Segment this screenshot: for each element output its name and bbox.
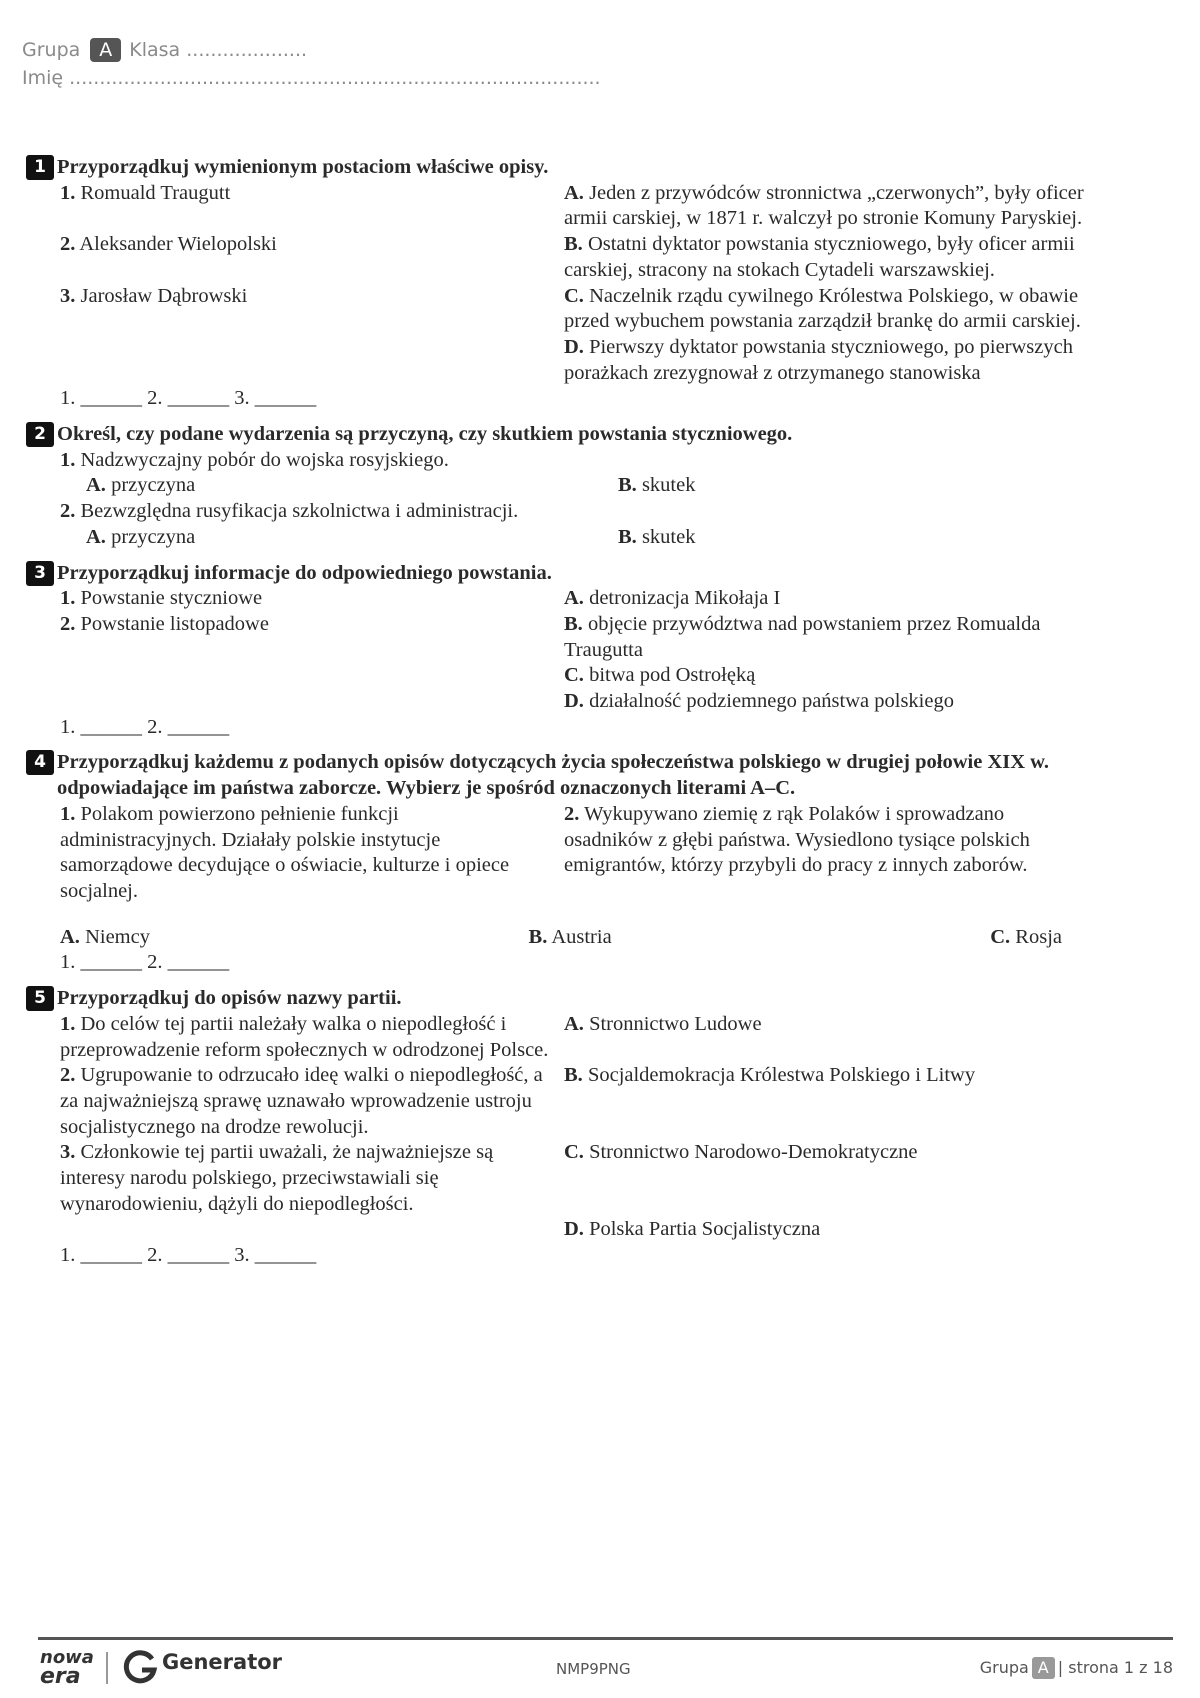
match-row (60, 612, 1086, 663)
match-row (60, 284, 1086, 335)
match-row (60, 1140, 1086, 1217)
answer-line[interactable]: 1. ______ 2. ______ 3. ______ (60, 387, 317, 410)
question-title-3: Przyporządkuj informacje do odpowiedniego powstania. (57, 561, 552, 584)
text-fragment: Jeden z przywódców stronnictwa „czerwonych”, były oficer armii carskiej, w 1871 r. walczył po stronie Komuny Paryskiej. (564, 181, 1084, 230)
match-row (60, 586, 1086, 612)
question-1 (26, 155, 1086, 412)
text-fragment: przyczyna (111, 525, 196, 548)
logo-separator (106, 1652, 108, 1684)
answer-line[interactable]: 1. ______ 2. ______ 3. ______ (60, 1244, 317, 1267)
nowa-era-logo (40, 1647, 94, 1689)
text-fragment: era (40, 1664, 81, 1689)
header-group-row (22, 38, 307, 62)
description-row (60, 802, 1086, 905)
question-number-4: 4 (26, 750, 54, 775)
test-code: NMP9PNG (556, 1660, 631, 1678)
text-fragment: Jarosław Dąbrowski (80, 284, 248, 307)
text-fragment: A. (564, 587, 584, 610)
text-fragment: B. (564, 612, 583, 635)
text-fragment: 1. (60, 587, 76, 610)
generator-g-icon (122, 1650, 158, 1686)
class-field[interactable]: Klasa .................... (129, 39, 308, 61)
footer-group-badge: A (1032, 1657, 1055, 1679)
text-fragment: Romuald Traugutt (80, 181, 231, 204)
text-fragment: B. (618, 525, 637, 548)
footer (38, 1648, 1173, 1688)
text-fragment: B. (528, 925, 548, 948)
text-fragment: Pierwszy dyktator powstania styczniowego, po pierwszych porażkach zrezygnował z otrzymanego stanowiska (564, 335, 1073, 384)
text-fragment: Stronnictwo Ludowe (589, 1012, 762, 1035)
text-fragment: Członkowie tej partii uważali, że najważniejsze są interesy narodu polskiego, przeciwstawiali się wynarodowieniu, dążyli do niepodległości. (60, 1141, 494, 1215)
text-fragment: przyczyna (111, 474, 196, 497)
text-fragment: Generator (162, 1650, 283, 1674)
question-3 (26, 561, 1086, 741)
text-fragment: A. (86, 525, 106, 548)
question-4 (26, 750, 1086, 976)
text-fragment: Polska Partia Socjalistyczna (589, 1218, 821, 1241)
text-fragment: 3. (60, 1141, 76, 1164)
text-fragment: Nadzwyczajny pobór do wojska rosyjskiego. (80, 448, 449, 471)
text-fragment: B. (564, 233, 583, 256)
question-number-5: 5 (26, 986, 54, 1011)
page-info (980, 1657, 1173, 1679)
question-number-3: 3 (26, 561, 54, 586)
text-fragment: skutek (641, 525, 696, 548)
footer-divider (38, 1637, 1173, 1640)
text-fragment: 2. (60, 500, 76, 523)
text-fragment: D. (564, 335, 584, 358)
text-fragment: 2. (564, 802, 580, 825)
text-fragment: objęcie przywództwa nad powstaniem przez Romualda Traugutta (564, 612, 1041, 661)
question-title-4: Przyporządkuj każdemu z podanych opisów dotyczących życia społeczeństwa polskiego w drugiej połowie XIX w. odpowiadające im państwa zaborcze. Wybierz je spośród oznaczonych literami A–C. (57, 751, 1049, 800)
answer-line[interactable]: 1. ______ 2. ______ (60, 715, 230, 738)
match-row (60, 1217, 1086, 1243)
text-fragment: C. (564, 284, 584, 307)
option-c[interactable] (990, 925, 1062, 951)
question-title-1: Przyporządkuj wymienionym postaciom właściwe opisy. (57, 156, 549, 178)
text-fragment: B. (618, 474, 637, 497)
page-number: | strona 1 z 18 (1057, 1658, 1173, 1677)
text-fragment: Powstanie styczniowe (80, 587, 263, 610)
text-fragment: 2. (60, 612, 76, 635)
text-fragment: C. (564, 1141, 584, 1164)
match-row (60, 689, 1086, 715)
text-fragment: Austria (551, 925, 612, 948)
text-fragment: Bezwzględna rusyfikacja szkolnictwa i administracji. (80, 500, 519, 523)
match-row (60, 335, 1086, 386)
text-fragment: 2. (60, 1064, 76, 1087)
text-fragment: A. (564, 1012, 584, 1035)
text-fragment: C. (564, 664, 584, 687)
text-fragment: 1. (60, 802, 76, 825)
text-fragment: Socjaldemokracja Królestwa Polskiego i Litwy (587, 1064, 976, 1087)
option-a[interactable] (86, 525, 618, 551)
text-fragment: działalność podziemnego państwa polskiego (589, 690, 954, 713)
text-fragment: 3. (60, 284, 76, 307)
text-fragment: Polakom powierzono pełnienie funkcji administracyjnych. Działały polskie instytucje samorządowe decydujące o oświacie, kulturze i opiece socjalnej. (60, 802, 510, 902)
text-fragment: Rosja (1015, 925, 1062, 948)
text-fragment: Stronnictwo Narodowo-Demokratyczne (589, 1141, 918, 1164)
match-row (60, 1063, 1086, 1140)
worksheet-content (26, 155, 1086, 1279)
text-fragment: detronizacja Mikołaja I (589, 587, 781, 610)
text-fragment: nowa (40, 1647, 94, 1668)
text-fragment: 1. (60, 448, 76, 471)
option-a[interactable] (60, 925, 150, 951)
text-fragment: Do celów tej partii należały walka o niepodległość i przeprowadzenie reform społecznych w odrodzonej Polsce. (60, 1012, 549, 1061)
name-field[interactable]: Imię ........................................................................................ (22, 67, 601, 89)
question-number-2: 2 (26, 422, 54, 447)
question-number-1: 1 (26, 155, 54, 180)
match-row (60, 1012, 1086, 1063)
question-title-2: Określ, czy podane wydarzenia są przyczyną, czy skutkiem powstania styczniowego. (57, 423, 793, 446)
text-fragment: A. (86, 474, 106, 497)
text-fragment: Naczelnik rządu cywilnego Królestwa Polskiego, w obawie przed wybuchem powstania zarządził brankę do armii carskiej. (564, 284, 1081, 333)
question-title-5: Przyporządkuj do opisów nazwy partii. (57, 987, 402, 1010)
text-fragment: 1. (60, 1012, 76, 1035)
generator-logo (122, 1650, 283, 1690)
match-row (60, 232, 1086, 283)
option-b[interactable] (529, 925, 612, 951)
text-fragment: Aleksander Wielopolski (79, 233, 277, 256)
text-fragment: 1. (60, 181, 76, 204)
text-fragment: D. (564, 690, 584, 713)
question-5 (26, 986, 1086, 1269)
text-fragment: skutek (641, 474, 696, 497)
text-fragment: Wykupywano ziemię z rąk Polaków i sprowadzano osadników z głębi państwa. Wysiedlono tysiące polskich emigrantów, którzy przybyli do pracy z innych zaborów. (564, 802, 1030, 877)
text-fragment: C. (990, 925, 1011, 948)
item-statement (60, 499, 1086, 525)
option-b[interactable] (618, 473, 1086, 499)
text-fragment: Ostatni dyktator powstania styczniowego, były oficer armii carskiej, stracony na stokach Cytadeli warszawskiej. (564, 233, 1075, 281)
text-fragment: B. (564, 1064, 583, 1087)
text-fragment: Niemcy (85, 925, 150, 948)
group-label: Grupa (22, 39, 81, 61)
text-fragment: Grupa (979, 1658, 1029, 1677)
question-2 (26, 422, 1086, 551)
text-fragment: 2. (60, 233, 76, 256)
text-fragment: Powstanie listopadowe (80, 612, 269, 635)
option-b[interactable] (618, 525, 1086, 551)
text-fragment: A. (564, 181, 584, 204)
text-fragment: bitwa pod Ostrołęką (589, 664, 756, 687)
text-fragment: A. (60, 925, 80, 948)
answer-line[interactable]: 1. ______ 2. ______ (60, 951, 230, 974)
match-row (60, 663, 1086, 689)
group-badge: A (90, 38, 121, 62)
match-row (60, 181, 1086, 232)
country-options (60, 925, 1086, 951)
text-fragment: D. (564, 1218, 584, 1241)
option-a[interactable] (86, 473, 618, 499)
text-fragment: Ugrupowanie to odrzucało ideę walki o niepodległość, a za najważniejszą sprawę uznawało wprowadzenie ustroju socjalistycznego na drodze rewolucji. (60, 1064, 543, 1138)
item-statement (60, 448, 1086, 474)
